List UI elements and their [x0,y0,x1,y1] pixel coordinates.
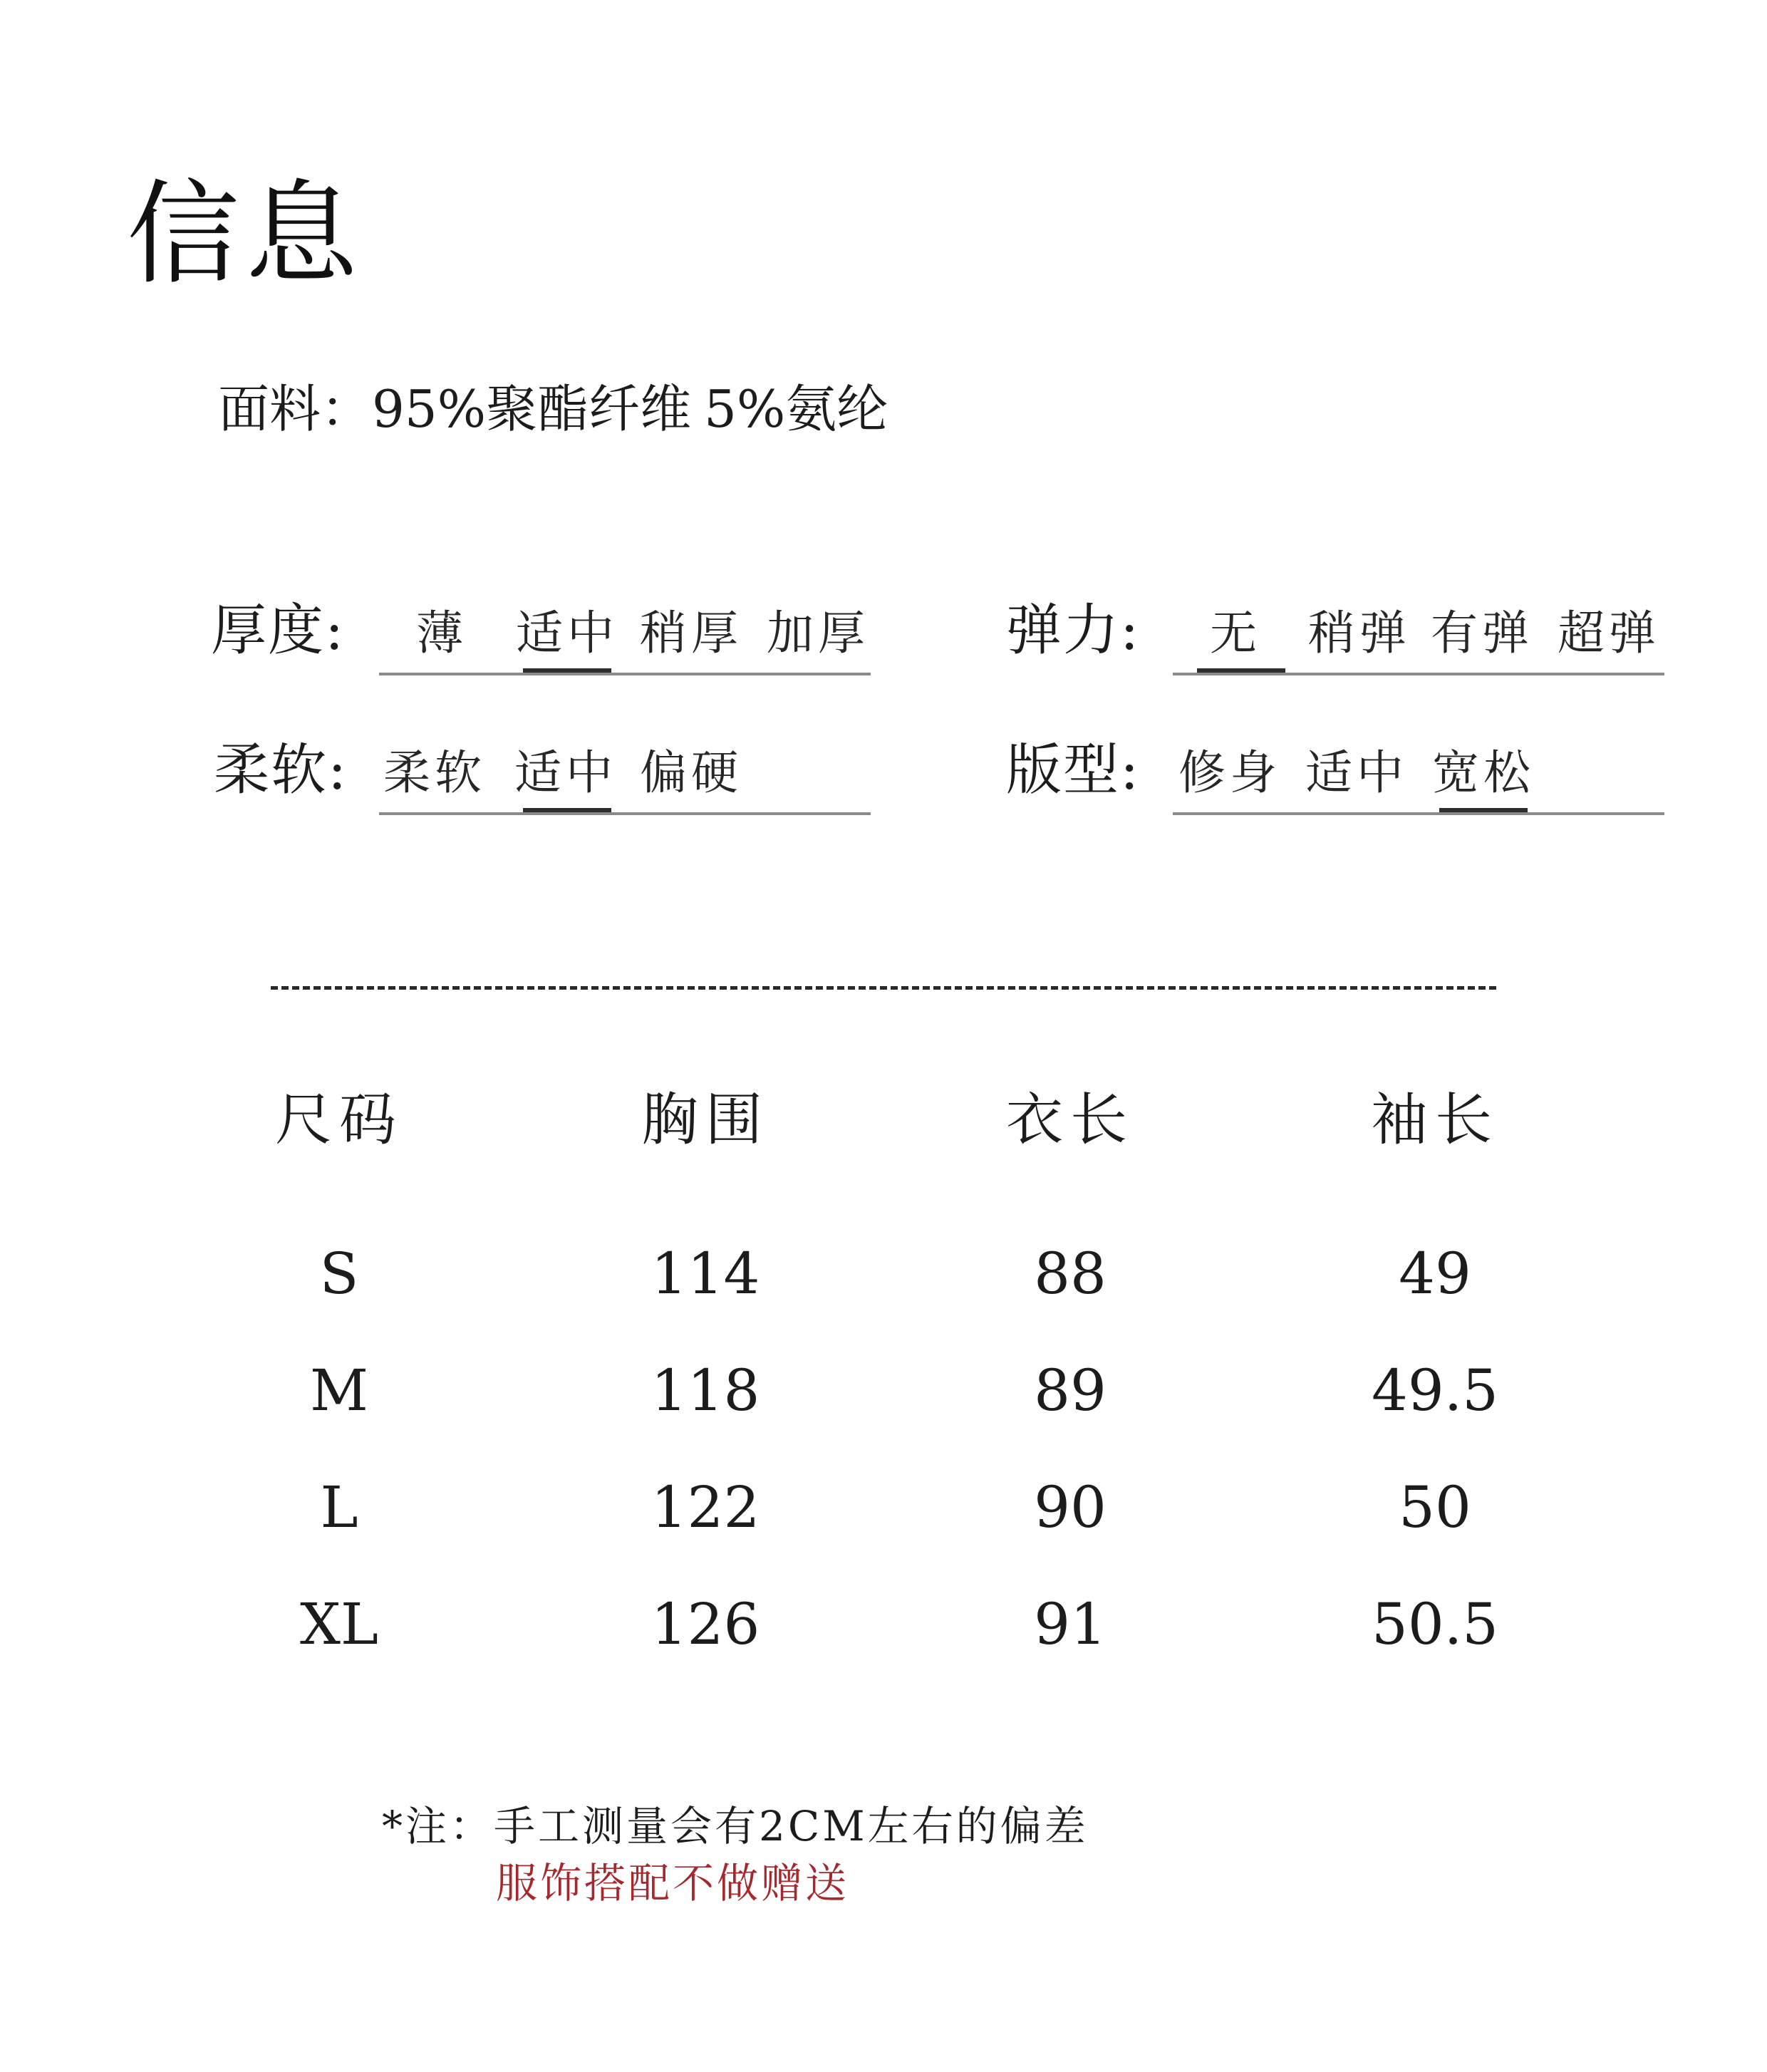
size-table-header-size: 尺码 [275,1087,403,1153]
table-cell: 126 [651,1591,760,1657]
thickness-option-thin: 薄 [416,606,467,661]
table-cell: 118 [651,1357,760,1424]
elasticity-label: 弹力: [1006,599,1141,663]
measurement-note: *注：手工测量会有2CM左右的偏差 [382,1802,1089,1850]
elasticity-option-super: 超弹 [1558,606,1660,661]
table-cell: L [320,1474,358,1540]
size-table-header-chest: 胸围 [641,1087,770,1153]
softness-label: 柔软: [214,738,348,802]
table-cell: 114 [651,1240,760,1307]
table-cell: 50.5 [1371,1591,1499,1657]
table-cell: XL [299,1591,379,1657]
table-cell: 50 [1399,1474,1471,1540]
fit-option-loose: 宽松 [1432,745,1535,800]
softness-option-soft: 柔软 [383,745,486,800]
elasticity-option-none: 无 [1210,606,1261,661]
table-cell: 122 [651,1474,760,1540]
table-cell: 88 [1034,1240,1107,1307]
fit-option-regular: 适中 [1305,745,1408,800]
thickness-option-extra-thick: 加厚 [767,606,869,661]
table-cell: 49.5 [1371,1357,1499,1424]
table-cell: S [319,1240,359,1307]
thickness-option-medium: 适中 [516,606,618,661]
table-cell: 91 [1034,1591,1107,1657]
fabric-separator: ： [321,379,373,439]
table-cell: 89 [1034,1357,1107,1424]
size-table-header-sleeve: 袖长 [1371,1087,1499,1153]
table-cell: M [310,1357,368,1424]
table-cell: 90 [1034,1474,1107,1540]
fabric-label: 面料 [218,379,321,439]
softness-option-medium: 适中 [514,745,617,800]
elasticity-option-slight: 稍弹 [1308,606,1411,661]
thickness-label: 厚度: [211,599,346,663]
elasticity-option-elastic: 有弹 [1431,606,1533,661]
size-table-header-length: 衣长 [1006,1087,1134,1153]
page-title: 信息 [127,169,363,300]
softness-option-hard: 偏硬 [640,745,742,800]
thickness-option-slightly-thick: 稍厚 [640,606,742,661]
fit-label: 版型: [1006,738,1141,802]
fabric-value-1: 95%聚酯纤维 [372,379,692,439]
fit-option-slim: 修身 [1178,745,1281,800]
fabric-value-2: 5%氨纶 [704,379,888,439]
table-cell: 49 [1399,1240,1471,1307]
accessories-note: 服饰搭配不做赠送 [496,1859,850,1907]
